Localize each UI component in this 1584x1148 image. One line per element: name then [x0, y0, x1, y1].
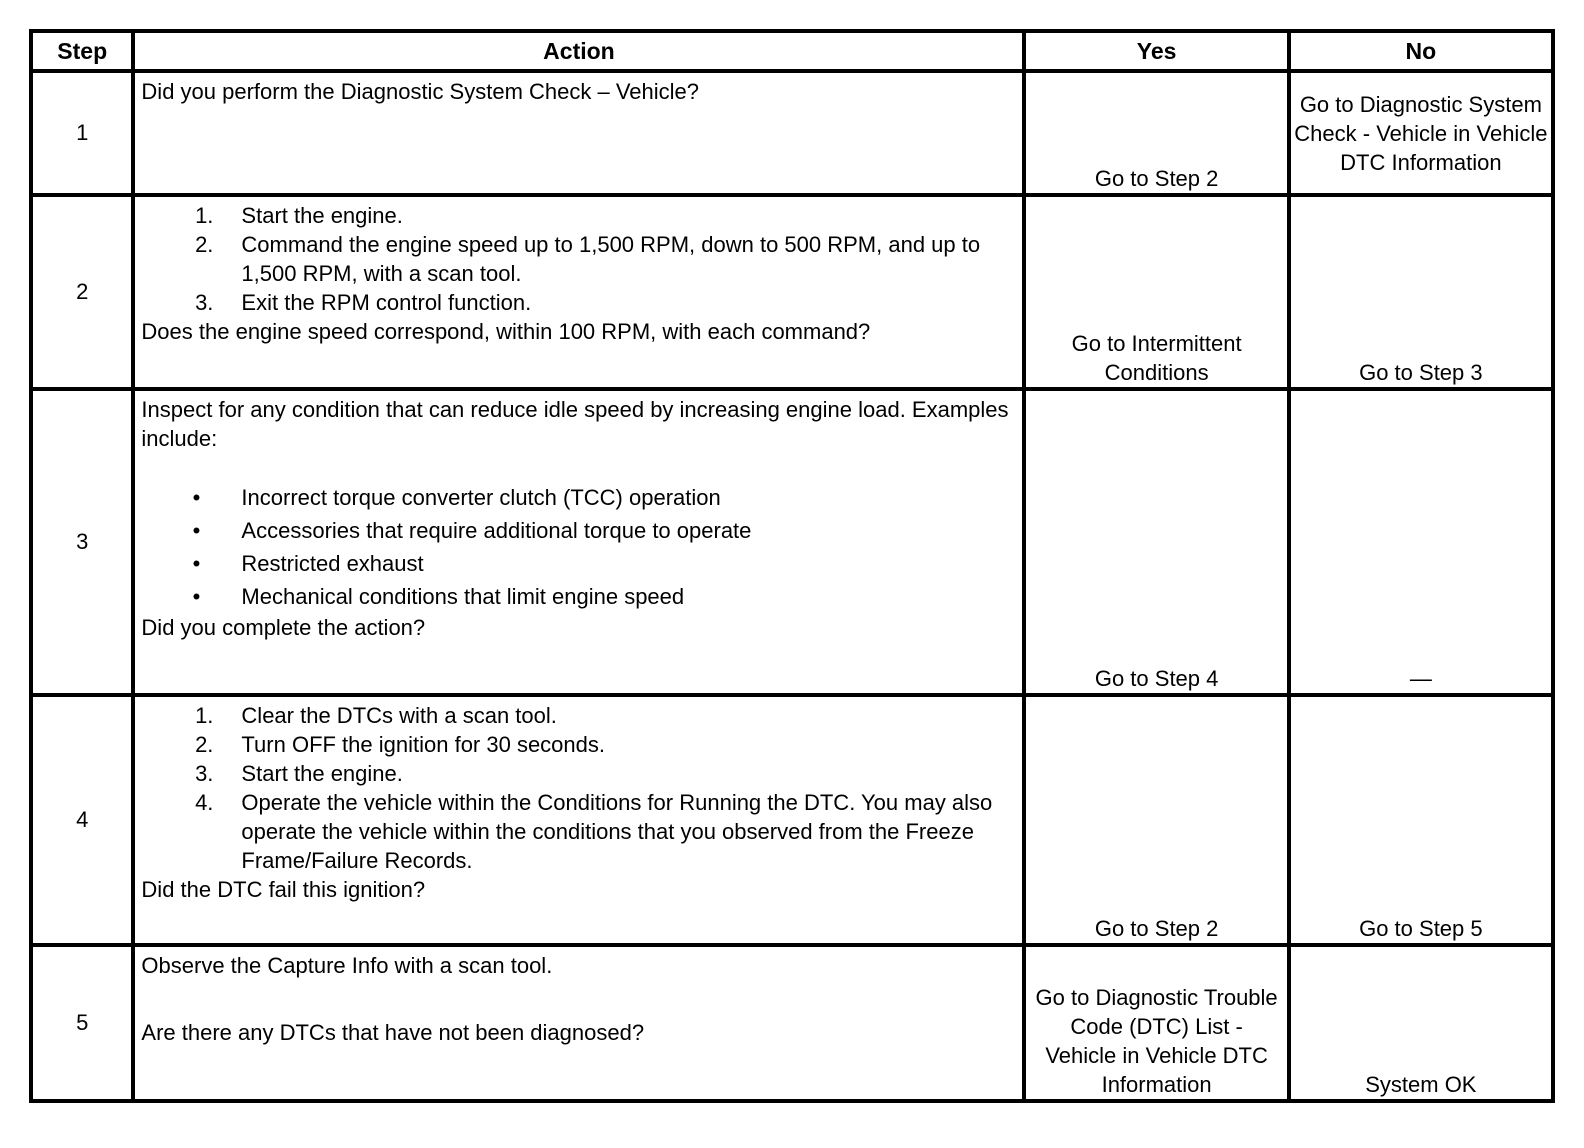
step-number: 2: [31, 195, 133, 389]
header-row: [31, 31, 1553, 71]
action-cell: [133, 695, 1024, 945]
list-item: • Incorrect torque converter clutch (TCC) operation: [141, 481, 1016, 514]
list-item: 2. Turn OFF the ignition for 30 seconds.: [195, 732, 606, 757]
action-cell: [133, 71, 1024, 195]
header-action: Action: [133, 31, 1024, 71]
action-question: Did the DTC fail this ignition?: [141, 877, 426, 902]
yes-result: Go to Step 2: [1024, 695, 1288, 945]
table-row: [31, 389, 1553, 695]
list-item: 2. Command the engine speed up to 1,500 RPM, down to 500 RPM, and up to 1,500 RPM, with a scan tool.: [195, 232, 981, 286]
yes-result: Go to Diagnostic Trouble Code (DTC) List - Vehicle in Vehicle DTC Information: [1024, 945, 1288, 1101]
list-item: 1. Start the engine.: [195, 203, 403, 228]
list-item: 1. Clear the DTCs with a scan tool.: [195, 703, 557, 728]
bullet-list: [141, 481, 1016, 613]
action-question: Does the engine speed correspond, within 100 RPM, with each command?: [141, 319, 871, 344]
no-result: Go to Diagnostic System Check - Vehicle in Vehicle DTC Information: [1289, 71, 1553, 195]
header-yes: Yes: [1024, 31, 1288, 71]
table-row: [31, 695, 1553, 945]
list-item: 3. Start the engine.: [195, 761, 403, 786]
action-intro: Observe the Capture Info with a scan tool.: [141, 953, 553, 978]
table-row: [31, 945, 1553, 1101]
table-row: [31, 71, 1553, 195]
yes-result: Go to Step 2: [1024, 71, 1288, 195]
step-number: 4: [31, 695, 133, 945]
list-item: • Restricted exhaust: [141, 547, 1016, 580]
no-result: Go to Step 3: [1289, 195, 1553, 389]
bullet-icon: •: [192, 584, 201, 609]
numbered-steps: [141, 701, 1016, 875]
action-question: Did you complete the action?: [141, 615, 426, 640]
diagnostic-table: [29, 29, 1555, 1103]
yes-result: Go to Intermittent Conditions: [1024, 195, 1288, 389]
yes-result: Go to Step 4: [1024, 389, 1288, 695]
no-result: System OK: [1289, 945, 1553, 1101]
numbered-steps: [141, 201, 1016, 317]
bullet-icon: •: [192, 518, 201, 543]
action-cell: [133, 945, 1024, 1101]
bullet-icon: •: [192, 485, 201, 510]
step-number: 1: [31, 71, 133, 195]
list-item: 4. Operate the vehicle within the Conditions for Running the DTC. You may also operate the vehicle within the conditions that you observed from the Freeze Frame/Failure Records.: [195, 790, 993, 873]
list-item: • Mechanical conditions that limit engine speed: [141, 580, 1016, 613]
no-result: —: [1289, 389, 1553, 695]
action-intro: Inspect for any condition that can reduce idle speed by increasing engine load. Examples include:: [141, 397, 1009, 451]
action-cell: [133, 195, 1024, 389]
action-question: Did you perform the Diagnostic System Check – Vehicle?: [141, 79, 700, 104]
table-row: [31, 195, 1553, 389]
step-number: 3: [31, 389, 133, 695]
header-no: No: [1289, 31, 1553, 71]
list-item: • Accessories that require additional torque to operate: [141, 514, 1016, 547]
action-cell: [133, 389, 1024, 695]
list-item: 3. Exit the RPM control function.: [195, 290, 532, 315]
action-question: Are there any DTCs that have not been diagnosed?: [141, 1020, 645, 1045]
step-number: 5: [31, 945, 133, 1101]
bullet-icon: •: [192, 551, 201, 576]
header-step: Step: [31, 31, 133, 71]
no-result: Go to Step 5: [1289, 695, 1553, 945]
